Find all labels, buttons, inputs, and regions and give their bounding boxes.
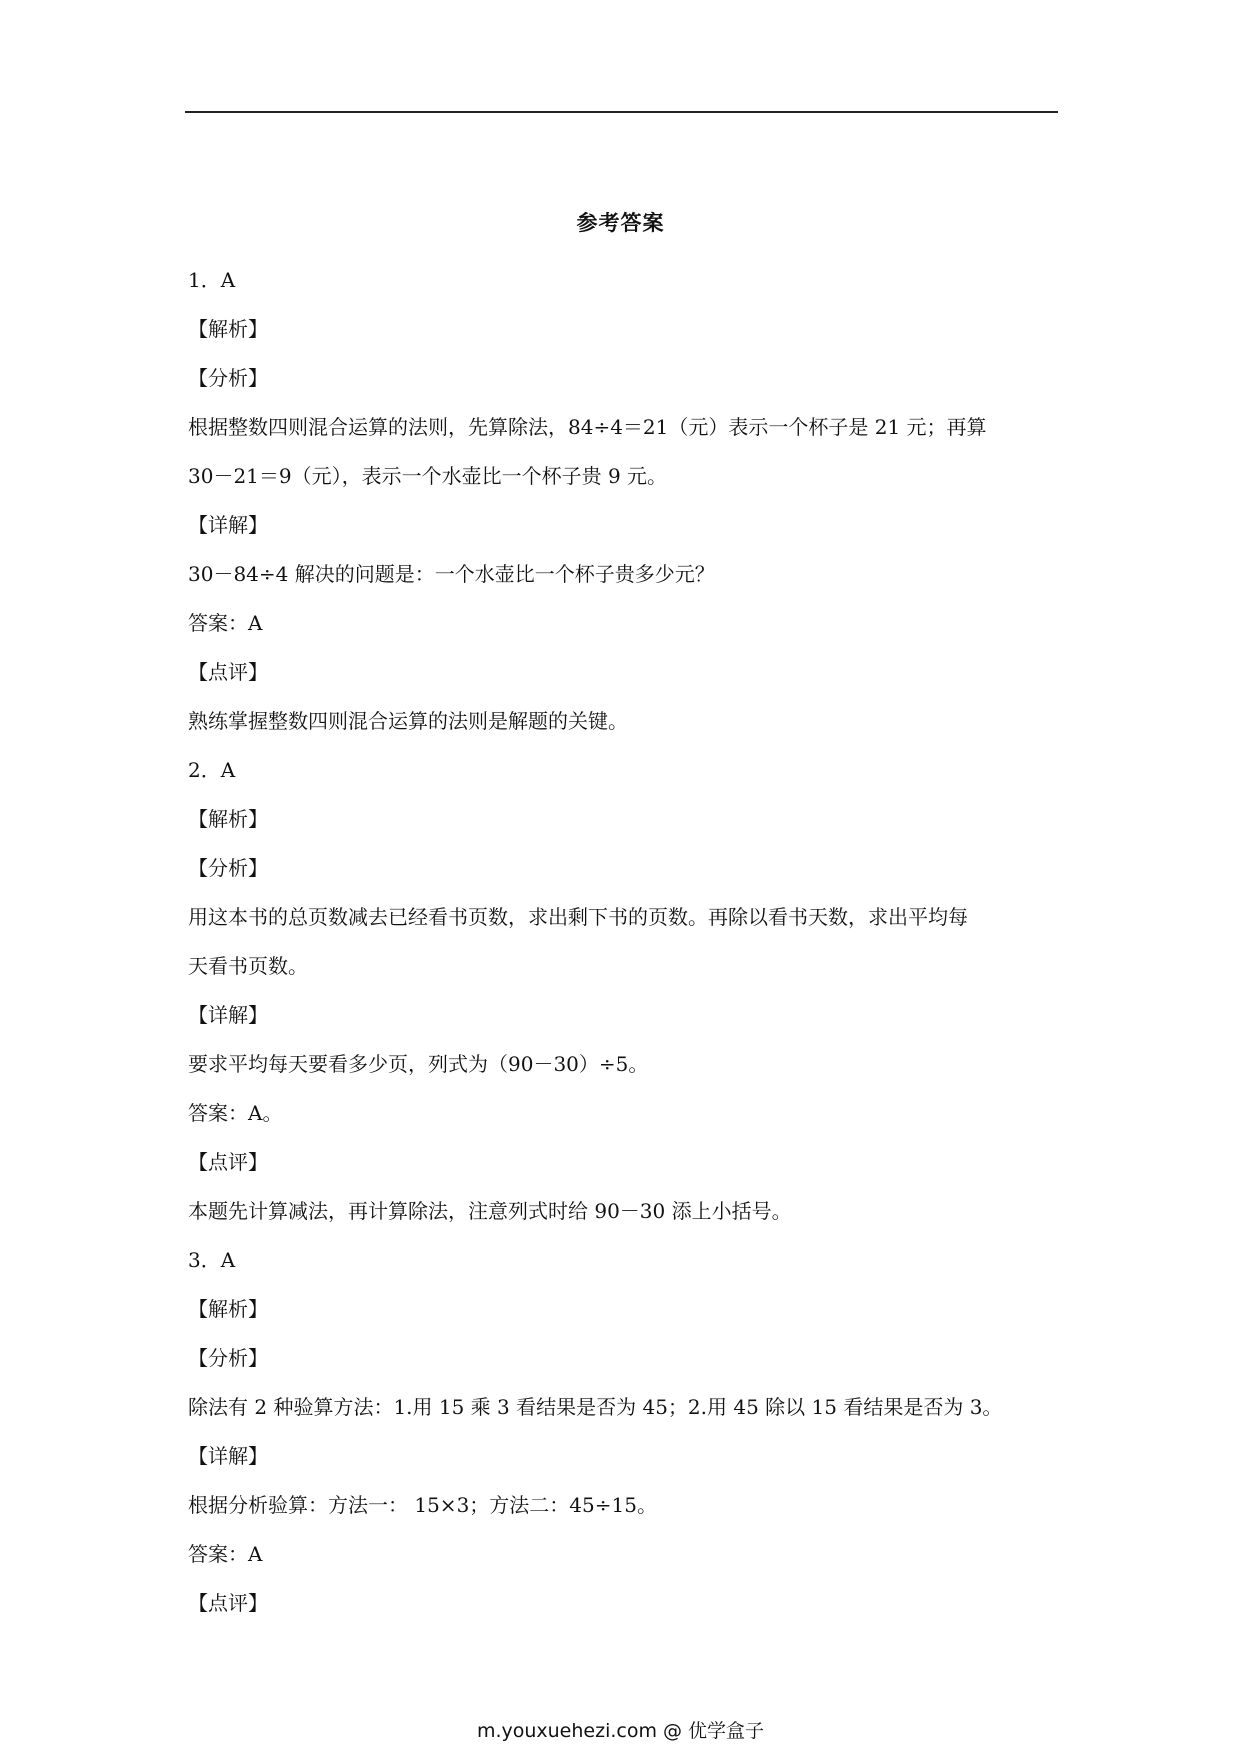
text-line: 除法有 2 种验算方法：1.用 15 乘 3 看结果是否为 45；2.用 45 除以 15 看结果是否为 3。 [188, 1395, 1003, 1419]
text-line: 天看书页数。 [188, 954, 308, 978]
text-line: 【详解】 [188, 1003, 268, 1027]
text-line: 【详解】 [188, 513, 268, 537]
text-line: 【点评】 [188, 660, 268, 684]
text-line: 根据分析验算：方法一： 15×3；方法二：45÷15。 [188, 1493, 657, 1517]
page-title: 参考答案 [576, 211, 665, 235]
text-line: 用这本书的总页数减去已经看书页数，求出剩下书的页数。再除以看书天数，求出平均每 [188, 905, 968, 929]
text-line: 2．A [188, 758, 236, 782]
text-line: 30－21＝9（元），表示一个水壶比一个杯子贵 9 元。 [188, 464, 668, 488]
text-line: 【解析】 [188, 317, 268, 341]
answer-content [188, 256, 1058, 1628]
text-line: 要求平均每天要看多少页，列式为（90－30）÷5。 [188, 1052, 649, 1076]
text-line: 答案：A [188, 611, 263, 635]
text-line: 1．A [188, 268, 236, 292]
text-line: 【解析】 [188, 807, 268, 831]
text-line: 本题先计算减法，再计算除法，注意列式时给 90－30 添上小括号。 [188, 1199, 792, 1223]
text-line: 【分析】 [188, 366, 268, 390]
text-line: 【解析】 [188, 1297, 268, 1321]
text-line: 【分析】 [188, 1346, 268, 1370]
text-line: 3．A [188, 1248, 236, 1272]
text-line: 【分析】 [188, 856, 268, 880]
text-line: 熟练掌握整数四则混合运算的法则是解题的关键。 [188, 709, 628, 733]
text-line: 答案：A。 [188, 1101, 283, 1125]
text-line: 【详解】 [188, 1444, 268, 1468]
header-rule [185, 111, 1058, 113]
footer-watermark: m.youxuehezi.com @ 优学盒子 [476, 1720, 765, 1742]
text-line: 【点评】 [188, 1591, 268, 1615]
text-line: 答案：A [188, 1542, 263, 1566]
text-line: 【点评】 [188, 1150, 268, 1174]
text-line: 30－84÷4 解决的问题是：一个水壶比一个杯子贵多少元？ [188, 562, 715, 586]
text-line: 根据整数四则混合运算的法则，先算除法，84÷4＝21（元）表示一个杯子是 21 元；再算 [188, 415, 987, 439]
